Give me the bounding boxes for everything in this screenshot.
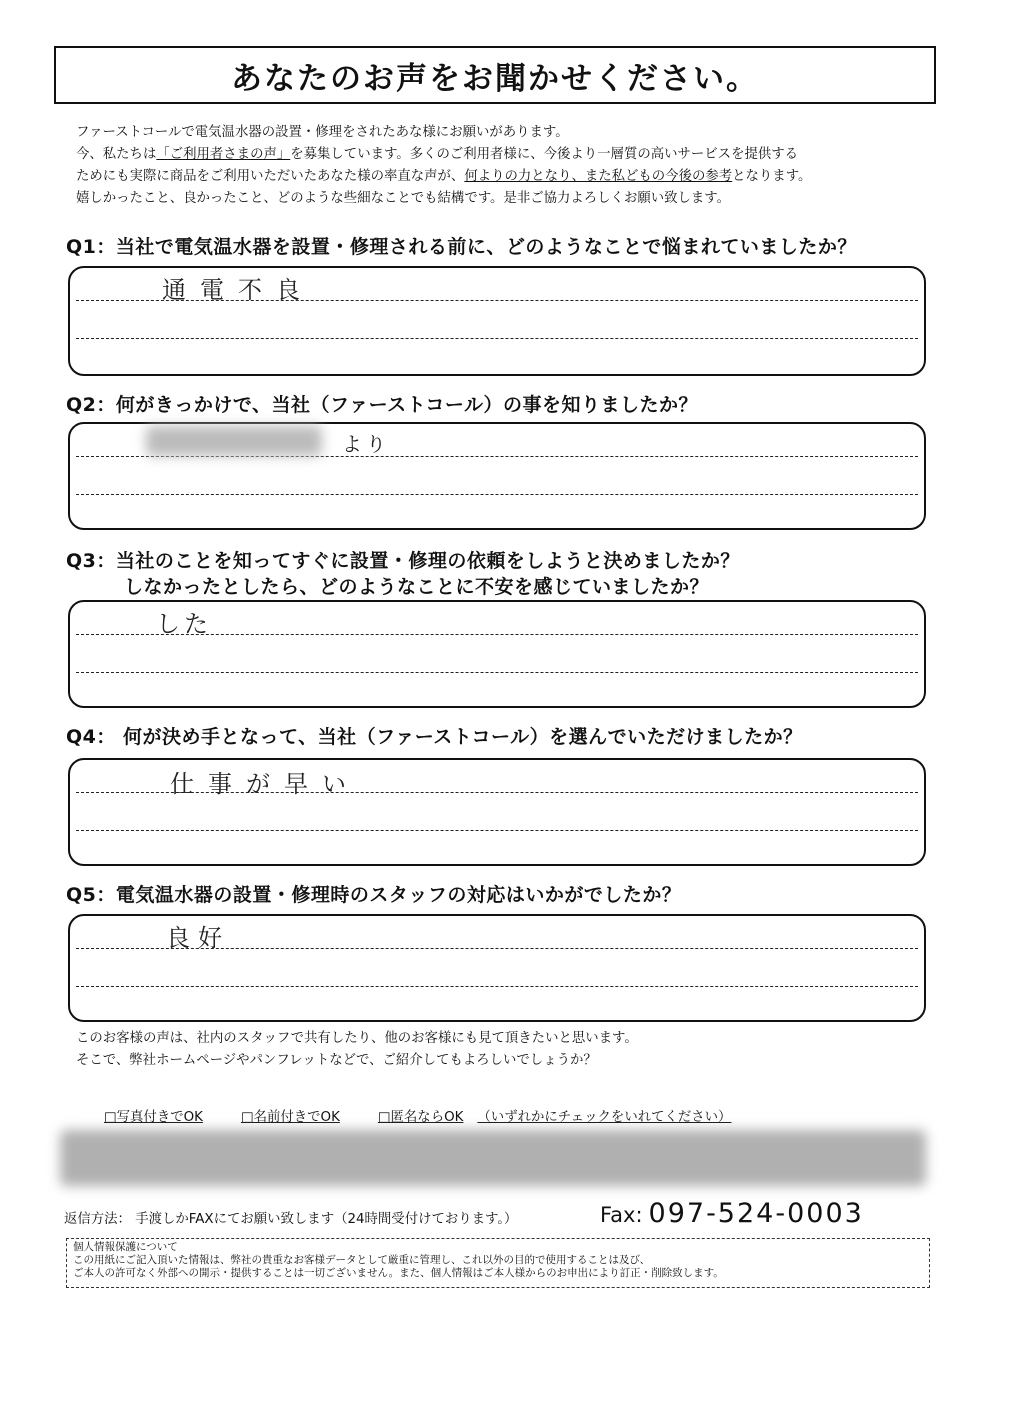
fax-label: Fax: — [600, 1203, 643, 1227]
consent-line-2: そこで、弊社ホームページやパンフレットなどで、ご紹介してもよろしいでしょうか？ — [76, 1053, 597, 1068]
fax-number: 097-524-0003 — [648, 1198, 864, 1229]
question-3-label — [66, 548, 740, 600]
answer-2-handwriting: より — [342, 432, 390, 456]
answer-line — [76, 494, 918, 495]
answer-line — [76, 456, 918, 457]
answer-box-4[interactable] — [68, 758, 926, 866]
question-3-line-1: Q3：当社のことを知ってすぐに設置・修理の依頼をしようと決めましたか？ — [66, 550, 740, 572]
question-4-label: Q4： 何が決め手となって、当社（ファーストコール）を選んでいただけましたか？ — [66, 726, 803, 748]
page-title: あなたのお声をお聞かせください。 — [231, 60, 759, 97]
answer-line — [76, 672, 918, 673]
title-box — [54, 46, 936, 104]
intro-line-1: ファーストコールで電気温水器の設置・修理をされたあな様にお願いがあります。 — [76, 125, 569, 140]
question-2-label: Q2：何がきっかけで、当社（ファーストコール）の事を知りましたか？ — [66, 394, 699, 416]
answer-1-handwriting: 通電不良 — [162, 276, 314, 304]
answer-line — [76, 830, 918, 831]
answer-5-handwriting: 良好 — [166, 924, 230, 952]
answer-box-2[interactable] — [68, 422, 926, 530]
option-name-checkbox[interactable]: □名前付きでOK — [240, 1110, 340, 1125]
answer-box-3[interactable] — [68, 600, 926, 708]
answer-box-1[interactable] — [68, 266, 926, 376]
privacy-line-1: この用紙にご記入頂いた情報は、弊社の貴重なお客様データとして厳重に管理し、これ以外の目的で使用することは及び、 — [73, 1254, 651, 1266]
intro-line-3 — [76, 166, 956, 188]
option-anonymous-checkbox[interactable]: □匿名ならOK — [377, 1110, 464, 1125]
answer-3-handwriting: した — [156, 610, 212, 638]
redacted-blur — [146, 426, 322, 456]
fax-contact — [600, 1198, 864, 1229]
intro-text — [76, 122, 956, 210]
question-5-label: Q5：電気温水器の設置・修理時のスタッフの対応はいかがでしたか？ — [66, 884, 682, 906]
intro-line-3-underlined: 何よりの力となり、また私どもの今後の参考 — [464, 169, 733, 184]
intro-line-4: 嬉しかったこと、良かったこと、どのような些細なことでも結構です。是非ご協力よろしくお願い致します。 — [76, 191, 730, 206]
privacy-line-2: ご本人の許可なく外部への開示・提供することは一切ございません。また、個人情報はご本人様からのお申出により訂正・削除致します。 — [73, 1267, 724, 1279]
answer-line — [76, 338, 918, 339]
intro-line-2-b: を募集しています。多くのご利用者様に、今後より一層質の高いサービスを提供する — [290, 147, 799, 162]
consent-text — [76, 1028, 638, 1072]
intro-line-2 — [76, 144, 956, 166]
publish-options — [104, 1106, 769, 1125]
reply-method: 返信方法： 手渡しかFAXにてお願い致します（24時間受付けております。） — [64, 1212, 518, 1227]
question-1-label: Q1：当社で電気温水器を設置・修理される前に、どのようなことで悩まれていましたか？ — [66, 236, 857, 258]
answer-line — [76, 986, 918, 987]
consent-line-1: このお客様の声は、社内のスタッフで共有したり、他のお客様にも見て頂きたいと思います。 — [76, 1031, 638, 1046]
option-note: （いずれかにチェックをいれてください） — [477, 1110, 732, 1125]
privacy-heading: 個人情報保護について — [73, 1241, 178, 1253]
privacy-notice — [66, 1238, 930, 1288]
question-3-line-2: しなかったとしたら、どのようなことに不安を感じていましたか？ — [124, 576, 710, 598]
answer-box-5[interactable] — [68, 914, 926, 1022]
intro-line-3-a: ためにも実際に商品をご利用いただいたあなた様の率直な声が、 — [76, 169, 465, 184]
intro-line-2-underlined: 「ご利用者さまの声」 — [156, 147, 291, 162]
answer-4-handwriting: 仕事が早い — [170, 770, 360, 798]
intro-line-3-b: となります。 — [732, 169, 812, 184]
redacted-customer-info — [60, 1130, 926, 1186]
intro-line-2-a: 今、私たちは — [76, 147, 157, 162]
option-photo-checkbox[interactable]: □写真付きでOK — [104, 1110, 203, 1125]
